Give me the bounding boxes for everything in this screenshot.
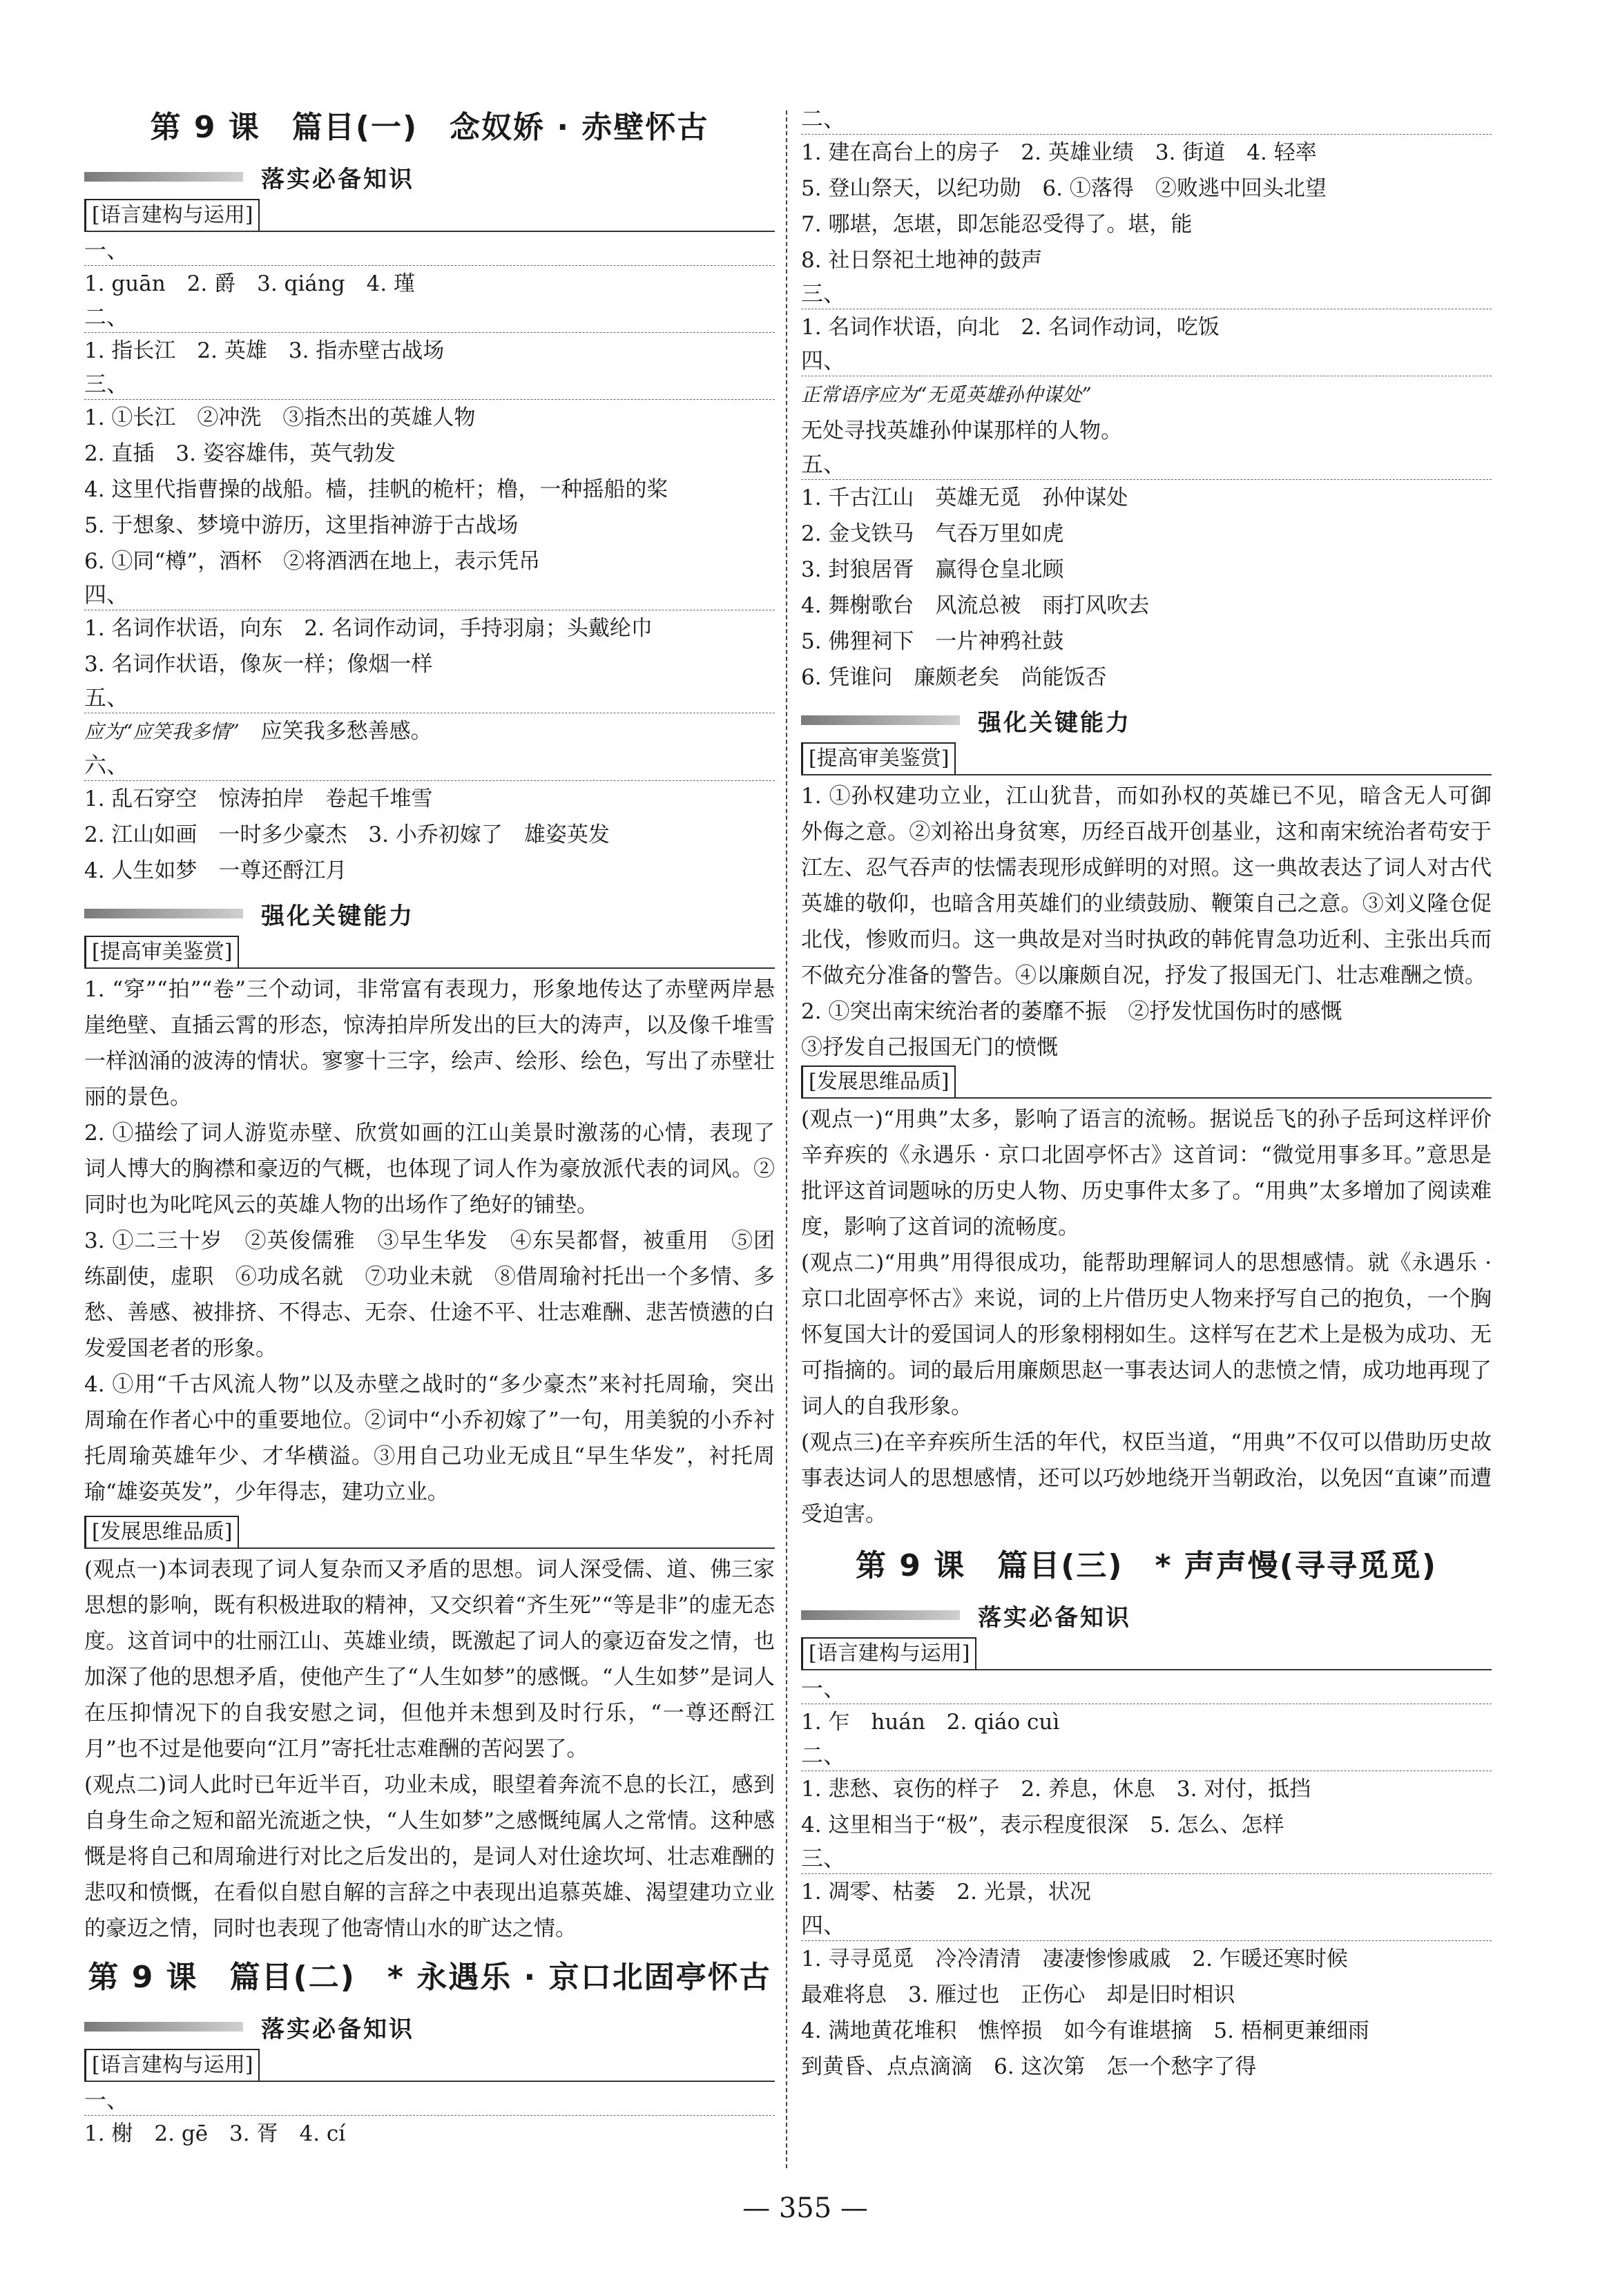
answer-line: 1. 榭 2. gē 3. 胥 4. cí [84, 2121, 346, 2146]
answer-line [801, 376, 1492, 413]
answer-paragraph: (观点一)“用典”太多，影响了语言的流畅。据说岳飞的孙子岳珂这样评价辛弃疾的《永遇乐 · 京口北固亭怀古》这首词：“微觉用事多耳。”意思是批评这首词题咏的历史人物、历史事件太多了。“用典”太多增加了阅读难度，影响了这首词的流畅度。 [801, 1107, 1492, 1239]
answer-line: 5. 于想象、梦境中游历，这里指神游于古战场 [84, 513, 519, 538]
answer-line: 2. 江山如画 一时多少豪杰 3. 小乔初嫁了 雄姿英发 [84, 822, 610, 847]
section-bar-decoration [84, 2022, 243, 2032]
answer-line: 8. 社日祭祀土地神的鼓声 [801, 248, 1043, 273]
handwritten-text: 应为“应笑我多情” [84, 720, 240, 743]
answer-paragraph: 1. ①孙权建功立业，江山犹昔，而如孙权的英雄已不见，暗含无人可御外侮之意。②刘裕出身贫寒，历经百战开创基业，这和南宋统治者苟安于江左、忍气吞声的怯懦表现形成鲜明的对照。这一典故表达了词人对古代英雄的敬仰，也暗含用英雄们的业绩鼓励、鞭策自己之意。③刘义隆仓促北伐，惨败而归。这一典故是对当时执政的韩侂胄急功近利、主张出兵而不做充分准备的警告。④以廉颇自况，抒发了报国无门、壮志难酬之愤。 [801, 784, 1492, 988]
section-title: 落实必备知识 [261, 2015, 414, 2043]
subsection-rule [801, 1637, 1492, 1670]
answer-line: 2. ①突出南宋统治者的萎靡不振 ②抒发忧国伤时的感慨 [801, 999, 1342, 1024]
answer-line: 无处寻找英雄孙仲谋那样的人物。 [801, 418, 1122, 443]
section-header-basic-knowledge [801, 1593, 1492, 1637]
section-title: 强化关键能力 [261, 902, 414, 930]
subsection-label: [ 发展思维品质 ] [84, 1516, 239, 1547]
page-number: — 355 — [742, 2192, 868, 2224]
answer-line: 1. 凋零、枯萎 2. 光景，状况 [801, 1880, 1091, 1904]
question-number: 四、 [801, 1910, 1492, 1941]
answer-paragraph: (观点三)在辛弃疾所生活的年代，权臣当道，“用典”不仅可以借助历史故事表达词人的思想感情，还可以巧妙地绕开当朝政治，以免因“直谏”而遭受迫害。 [801, 1430, 1492, 1527]
subsection-rule [801, 742, 1492, 775]
subsection-rule [84, 199, 775, 232]
answer-paragraph: 4. ①用“千古风流人物”以及赤壁之战时的“多少豪杰”来衬托周瑜，突出周瑜在作者心中的重要地位。②词中“小乔初嫁了”一句，用美貌的小乔衬托周瑜英雄年少、才华横溢。③用自己功业无成且“早生华发”，衬托周瑜“雄姿英发”，少年得志，建功立业。 [84, 1372, 775, 1505]
answer-line: 1. 名词作状语，向北 2. 名词作动词，吃饭 [801, 315, 1220, 340]
answer-line: 4. 舞榭歌台 风流总被 雨打风吹去 [801, 593, 1150, 618]
question-number: 三、 [84, 369, 775, 400]
subsection-label: [ 语言建构与运用 ] [84, 199, 260, 231]
answer-line: 1. 悲愁、哀伤的样子 2. 养息，休息 3. 对付，抵挡 [801, 1777, 1311, 1802]
subsection-label: [ 发展思维品质 ] [801, 1065, 956, 1097]
subsection-rule [801, 1065, 1492, 1099]
subsection-label: [ 语言建构与运用 ] [84, 2049, 260, 2081]
question-number: 二、 [801, 104, 1492, 135]
question-number: 四、 [801, 345, 1492, 376]
lesson-title-3: 第 9 课 篇目(三) * 声声慢(寻寻觅觅) [855, 1548, 1438, 1583]
answer-line: 1. 千古江山 英雄无觅 孙仲谋处 [801, 485, 1128, 510]
answer-paragraph: 2. ①描绘了词人游览赤壁、欣赏如画的江山美景时激荡的心情，表现了词人博大的胸襟和豪迈的气概，也体现了词人作为豪放派代表的词风。②同时也为叱咤风云的英雄人物的出场作了绝好的铺垫。 [84, 1121, 775, 1217]
section-bar-decoration [84, 172, 243, 182]
question-number: 五、 [84, 682, 775, 713]
answer-line: 最难将息 3. 雁过也 正伤心 却是旧时相识 [801, 1983, 1235, 2007]
subsection-label: [ 提高审美鉴赏 ] [84, 936, 239, 967]
section-bar-decoration [801, 1610, 960, 1620]
answer-paragraph: (观点二)词人此时已年近半百，功业未成，眼望着奔流不息的长江，感到自身生命之短和韶光流逝之快，“人生如梦”之感慨纯属人之常情。这种感慨是将自己和周瑜进行对比之后发出的，是词人对仕途坎坷、壮志难酬的悲叹和愤慨，在看似自慰自解的言辞之中表现出追慕英雄、渴望建功立业的豪迈之情，同时也表现了他寄情山水的旷达之情。 [84, 1773, 775, 1941]
question-number: 一、 [84, 2085, 775, 2116]
question-number: 六、 [84, 750, 775, 781]
answer-paragraph: (观点一)本词表现了词人复杂而又矛盾的思想。词人深受儒、道、佛三家思想的影响，既有积极进取的精神，又交织着“齐生死”“等是非”的虚无态度。这首词中的壮丽江山、英雄业绩，既激起了词人的豪迈奋发之情，也加深了他的思想矛盾，使他产生了“人生如梦”的感慨。“人生如梦”是词人在压抑情况下的自我安慰之词，但他并未想到及时行乐，“一尊还酹江月”也不过是他要向“江月”寄托壮志难酬的苦闷罢了。 [84, 1557, 775, 1762]
handwritten-text: 正常语序应为“无觅英雄孙仲谋处” [801, 383, 1092, 406]
subsection-rule [84, 1516, 775, 1549]
answer-paragraph: 1. “穿”“拍”“卷”三个动词，非常富有表现力，形象地传达了赤壁两岸悬崖绝壁、直插云霄的形态，惊涛拍岸所发出的巨大的涛声，以及像千堆雪一样汹涌的波涛的情状。寥寥十三字，绘声、绘形、绘色，写出了赤壁壮丽的景色。 [84, 977, 775, 1110]
section-bar-decoration [84, 909, 243, 918]
section-title: 落实必备知识 [978, 1603, 1131, 1632]
answer-line: 1. 名词作状语，向东 2. 名词作动词，手持羽扇；头戴纶巾 [84, 616, 653, 641]
subsection-label: [ 提高审美鉴赏 ] [801, 742, 956, 774]
question-number: 一、 [84, 235, 775, 266]
section-bar-decoration [801, 715, 960, 725]
answer-line: 5. 佛狸祠下 一片神鸦社鼓 [801, 629, 1064, 654]
right-column [801, 104, 1492, 2085]
answer-line [84, 713, 775, 750]
column-divider [786, 110, 787, 2168]
question-number: 三、 [801, 278, 1492, 309]
answer-line: 4. 人生如梦 一尊还酹江月 [84, 858, 347, 883]
subsection-rule [84, 2049, 775, 2082]
left-column [84, 104, 775, 2152]
answer-line: 7. 哪堪，怎堪，即怎能忍受得了。堪，能 [801, 212, 1193, 237]
section-title: 落实必备知识 [261, 165, 414, 193]
answer-line: 4. 这里代指曹操的战船。樯，挂帆的桅杆；橹，一种摇船的桨 [84, 477, 668, 502]
answer-line: 1. 寻寻觅觅 冷冷清清 凄凄惨惨戚戚 2. 乍暖还寒时候 [801, 1947, 1348, 1971]
answer-line: 1. 建在高台上的房子 2. 英雄业绩 3. 街道 4. 轻率 [801, 140, 1317, 165]
answer-line: 5. 登山祭天，以纪功勋 6. ①落得 ②败逃中回头北望 [801, 176, 1327, 201]
answer-line: 1. 指长江 2. 英雄 3. 指赤壁古战场 [84, 338, 445, 363]
section-title: 强化关键能力 [978, 708, 1131, 737]
lesson-title-1: 第 9 课 篇目(一) 念奴娇 · 赤壁怀古 [150, 110, 709, 145]
section-header-basic-knowledge [84, 155, 775, 199]
question-number: 二、 [84, 302, 775, 333]
answer-line: 4. 这里相当于“极”，表示程度很深 5. 怎么、怎样 [801, 1813, 1284, 1837]
question-number: 五、 [801, 449, 1492, 480]
subsection-rule [84, 936, 775, 969]
answer-line: 4. 满地黄花堆积 憔悴损 如今有谁堪摘 5. 梧桐更兼细雨 [801, 2018, 1369, 2043]
answer-paragraph: (观点二)“用典”用得很成功，能帮助理解词人的思想感情。就《永遇乐 · 京口北固亭怀古》来说，词的上片借历史人物来抒写自己的抱负，一个胸怀复国大计的爱国词人的形象栩栩如生。这样写在艺术上是极为成功、无可指摘的。词的最后用廉颇思赵一事表达词人的悲愤之情，成功地再现了词人的自我形象。 [801, 1251, 1492, 1419]
question-number: 三、 [801, 1843, 1492, 1874]
section-header-basic-knowledge [84, 2005, 775, 2049]
answer-line: 2. 金戈铁马 气吞万里如虎 [801, 521, 1064, 546]
question-number: 二、 [801, 1740, 1492, 1771]
answer-line: 1. guān 2. 爵 3. qiáng 4. 瑾 [84, 271, 416, 296]
answer-line: 到黄昏、点点滴滴 6. 这次第 怎一个愁字了得 [801, 2054, 1257, 2079]
answer-line: 1. ①长江 ②冲洗 ③指杰出的英雄人物 [84, 405, 476, 430]
lesson-title-2: 第 9 课 篇目(二) * 永遇乐 · 京口北固亭怀古 [88, 1960, 771, 1995]
answer-line: 3. 名词作状语，像灰一样；像烟一样 [84, 652, 433, 677]
answer-line: 1. 乍 huán 2. qiáo cuì [801, 1710, 1060, 1735]
section-header-key-ability [801, 698, 1492, 742]
question-number: 一、 [801, 1673, 1492, 1704]
subsection-label: [ 语言建构与运用 ] [801, 1637, 976, 1669]
answer-line: ③抒发自己报国无门的愤慨 [801, 1035, 1058, 1060]
answer-line: 6. 凭谁问 廉颇老矣 尚能饭否 [801, 665, 1107, 690]
answer-line: 3. 封狼居胥 赢得仓皇北顾 [801, 557, 1064, 582]
answer-line: 6. ①同“樽”，酒杯 ②将酒洒在地上，表示凭吊 [84, 549, 541, 574]
answer-line: 1. 乱石穿空 惊涛拍岸 卷起千堆雪 [84, 787, 433, 811]
answer-paragraph: 3. ①二三十岁 ②英俊儒雅 ③早生华发 ④东吴都督，被重用 ⑤团练副使，虚职 ⑥功成名就 ⑦功业未就 ⑧借周瑜衬托出一个多情、多愁、善感、被排挤、不得志、无奈、仕途不平、壮志难酬、悲苦愤懑的白发爱国老者的形象。 [84, 1228, 775, 1361]
section-header-key-ability [84, 891, 775, 936]
question-number: 四、 [84, 579, 775, 610]
answer-line: 2. 直插 3. 姿容雄伟，英气勃发 [84, 441, 396, 466]
answer-text: 应笑我多愁善感。 [260, 719, 432, 744]
